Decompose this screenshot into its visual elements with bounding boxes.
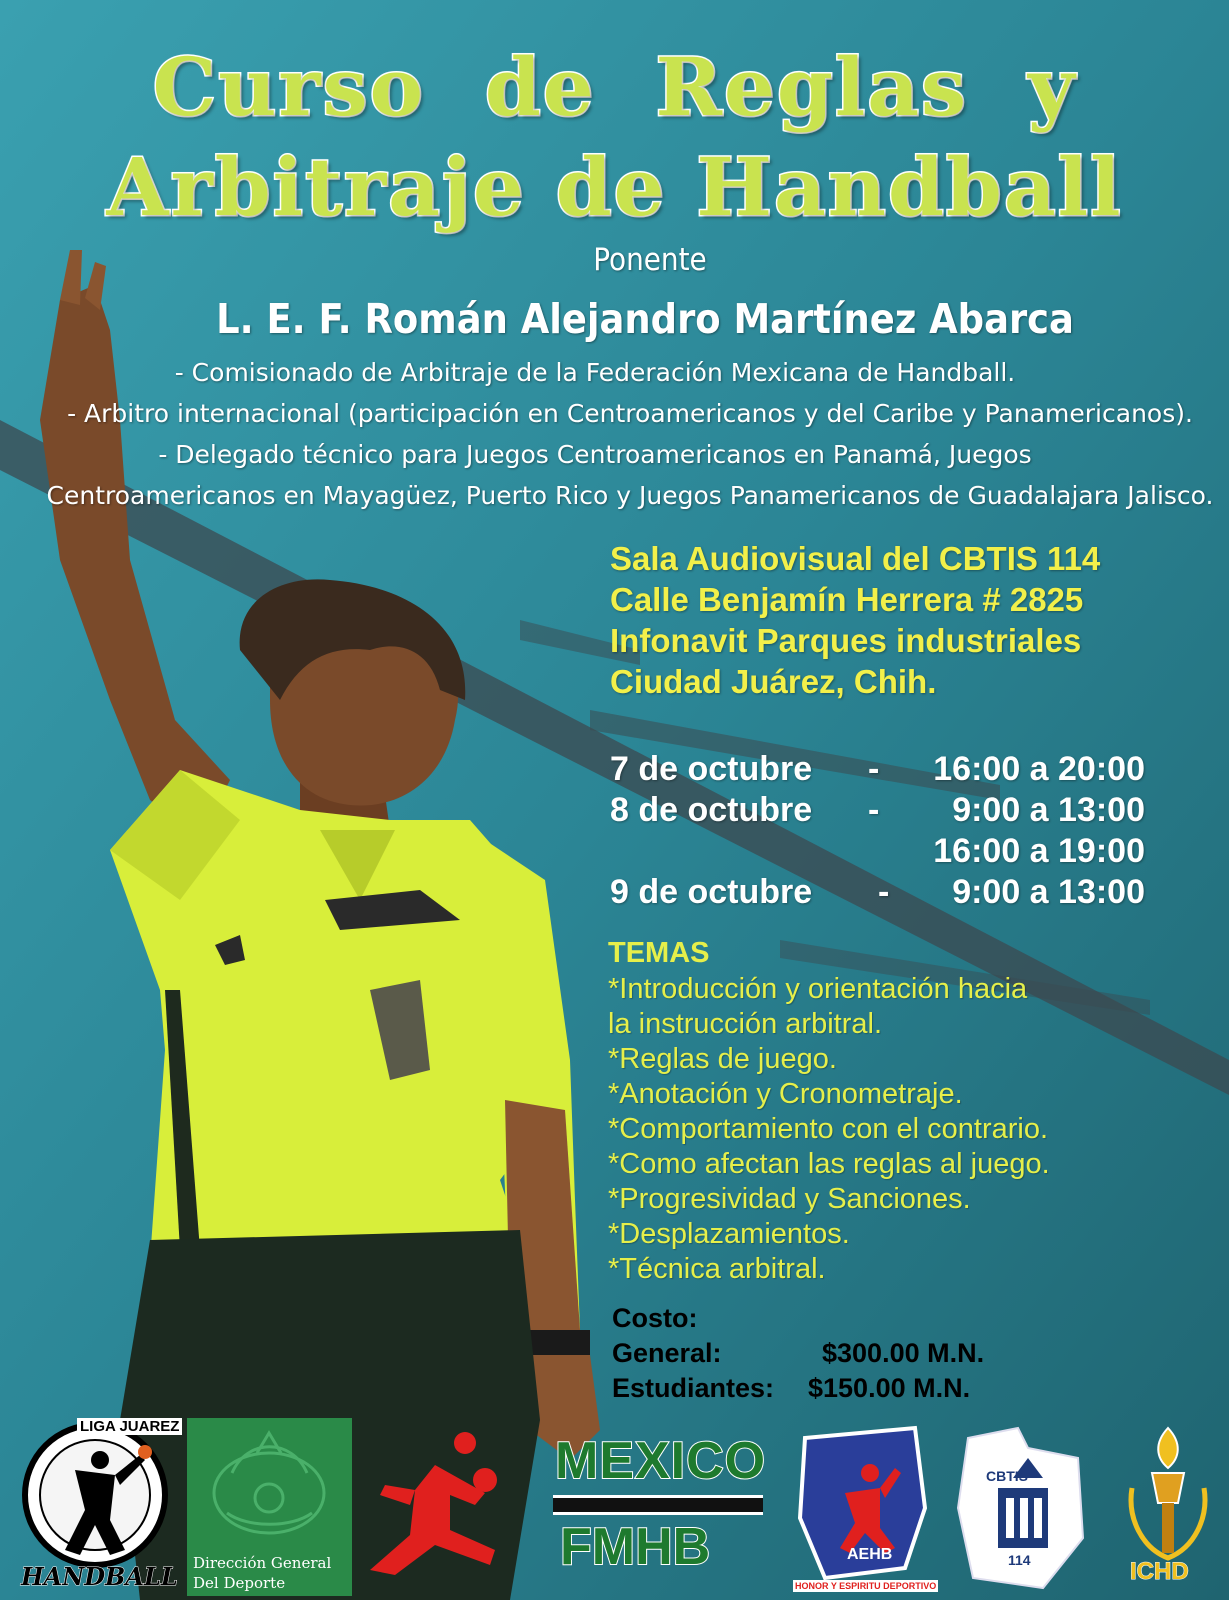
schedule-date: 7 de octubre <box>610 750 813 788</box>
liga-juarez-top-text: LIGA JUAREZ <box>77 1418 182 1435</box>
handball-player-icon <box>370 1432 497 1575</box>
schedule-time: 16:00 a 19:00 <box>933 832 1145 870</box>
schedule-time: 16:00 a 20:00 <box>933 750 1145 788</box>
topic-item: *Progresividad y Sanciones. <box>608 1183 971 1215</box>
speaker-name: L. E. F. Román Alejandro Martínez Abarca <box>216 295 1074 343</box>
cbtis-label: CBTIS <box>986 1468 1028 1484</box>
torch-icon <box>1131 1428 1205 1558</box>
topic-item: *Reglas de juego. <box>608 1043 837 1075</box>
cost-students-label: Estudiantes: <box>612 1373 775 1403</box>
speaker-credential: - Delegado técnico para Juegos Centroamericanos en Panamá, Juegos <box>158 440 1032 469</box>
liga-juarez-logo <box>15 1410 180 1595</box>
topic-item: *Introducción y orientación hacia <box>608 973 1028 1005</box>
venue-line: Ciudad Juárez, Chih. <box>610 663 937 700</box>
fmhb-divider <box>553 1495 763 1515</box>
venue-line: Sala Audiovisual del CBTIS 114 <box>610 540 1101 577</box>
fmhb-logo <box>355 1425 765 1595</box>
fmhb-bottom-text: FMHB <box>560 1518 711 1576</box>
cost-label: Costo: <box>612 1303 698 1333</box>
aehb-arc-text: HONOR Y ESPIRITU DEPORTIVO <box>795 1581 937 1591</box>
schedule-time: 9:00 a 13:00 <box>952 873 1145 911</box>
aehb-logo <box>785 1418 940 1598</box>
venue-line: Calle Benjamín Herrera # 2825 <box>610 581 1084 618</box>
direccion-general-line-1: Dirección General <box>193 1554 332 1572</box>
topic-item: *Anotación y Cronometraje. <box>608 1078 963 1110</box>
schedule-time: 9:00 a 13:00 <box>952 791 1145 829</box>
topic-item: *Técnica arbitral. <box>608 1253 826 1285</box>
eagle-seal-icon <box>214 1433 324 1533</box>
topic-item: *Como afectan las reglas al juego. <box>608 1148 1050 1180</box>
fmhb-top-text: MEXICO <box>555 1432 767 1490</box>
speaker-credential: Centroamericanos en Mayagüez, Puerto Rico y Juegos Panamericanos de Guadalajara Jalisco. <box>46 481 1214 510</box>
topics-heading: TEMAS <box>608 937 710 969</box>
direccion-general-logo <box>187 1418 352 1596</box>
schedule-date: 9 de octubre <box>610 873 813 911</box>
speaker-credential: - Arbitro internacional (participación en Centroamericanos y del Caribe y Panamericanos). <box>67 399 1193 428</box>
title-line-2: Arbitraje de Handball <box>106 140 1123 234</box>
cost-general-value: $300.00 M.N. <box>822 1338 985 1368</box>
ichd-label: ICHD <box>1130 1558 1189 1585</box>
schedule-separator: - <box>868 791 880 829</box>
liga-juarez-bottom-text: HANDBALL <box>21 1562 178 1591</box>
topic-item: *Comportamiento con el contrario. <box>608 1113 1049 1145</box>
schedule-date: 8 de octubre <box>610 791 813 829</box>
cbtis-logo <box>948 1418 1098 1596</box>
title-line-1: Curso de Reglas y <box>152 40 1077 134</box>
ichd-logo <box>1112 1418 1224 1596</box>
schedule-separator: - <box>878 873 890 911</box>
aehb-label: AEHB <box>847 1546 893 1563</box>
topic-item: la instrucción arbitral. <box>608 1008 882 1040</box>
topic-item: *Desplazamientos. <box>608 1218 850 1250</box>
speaker-credential: - Comisionado de Arbitraje de la Federación Mexicana de Handball. <box>174 358 1016 387</box>
venue-line: Infonavit Parques industriales <box>610 622 1082 659</box>
speaker-label: Ponente <box>593 242 707 278</box>
cost-students-value: $150.00 M.N. <box>808 1373 971 1403</box>
direccion-general-line-2: Del Deporte <box>193 1574 286 1592</box>
cbtis-number: 114 <box>1008 1552 1031 1568</box>
cost-general-label: General: <box>612 1338 722 1368</box>
schedule-separator: - <box>868 750 880 788</box>
